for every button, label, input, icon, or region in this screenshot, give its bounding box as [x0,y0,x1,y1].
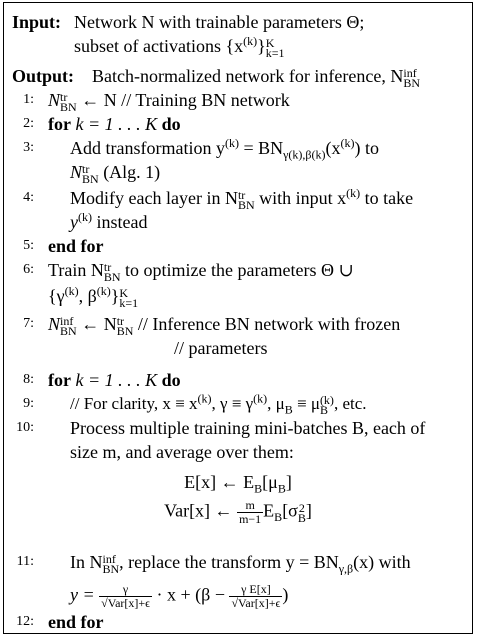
sub: γ(k),β(k) [283,147,326,162]
text: ← N [76,314,117,334]
line-number: 11: [16,554,34,569]
text: (x [325,138,341,158]
text: y = [70,584,100,605]
sup: (k) [319,393,334,408]
sub: B [319,403,328,418]
comment: // parameters [174,338,268,358]
text: to optimize the parameters Θ ∪ [120,260,354,280]
sub: B [277,481,286,496]
input-text: Network N with trainable parameters Θ; [74,12,365,32]
sup: 2 [298,500,305,515]
sub: B [274,510,283,525]
text: , γ ≡ γ [211,394,254,413]
text: instead [92,212,148,232]
output-sub: BN [403,75,421,90]
input-label: Input: [12,12,62,32]
text: ≡ μ [292,394,320,413]
output-sup: inf [403,65,417,80]
line-number: 3: [23,140,34,155]
sub: BN [116,323,134,338]
numerator: γ [99,583,152,597]
keyword: for [48,114,71,134]
text: Modify each layer in N [70,188,238,208]
sub: B [254,481,263,496]
sub: BN [60,323,77,338]
sub: BN [237,197,255,212]
text: size m, and average over them: [70,442,294,462]
keyword: for [48,370,71,390]
line-number: 5: [23,238,34,253]
sub: B [297,510,306,525]
fraction [99,583,152,610]
variance-formula [4,499,472,526]
text: ) [282,584,289,605]
text: [μ [262,472,278,492]
text: Add transformation y [70,138,225,158]
sup: (k) [96,284,111,298]
text: Train N [48,260,104,280]
line-number: 9: [23,396,34,411]
text: , etc. [333,394,367,413]
sub: γ,β [338,561,354,576]
brace: } [257,36,266,56]
text: , β [78,286,97,306]
text: to take [360,188,414,208]
sub: BN [103,269,121,284]
range-bottom: k=1 [265,45,285,60]
expectation-formula [4,471,472,496]
numerator: m [237,499,263,513]
range-top: K [265,35,275,50]
keyword: end for [48,612,104,632]
sub: BN [102,561,120,576]
text: // Inference BN network with frozen [133,314,401,334]
sup: (k) [253,391,268,406]
text: In N [70,552,103,572]
text: k = 1 . . . K [70,370,162,390]
sup: (k) [78,210,92,224]
denominator: √Var[x]+ϵ [231,596,281,610]
algorithm-box [3,2,473,634]
text: E [263,500,275,521]
text: N [70,162,83,182]
text: with input x [254,188,347,208]
text: Var[x] ← [164,500,238,521]
sup: tr [237,187,246,202]
sup: (k) [224,136,239,150]
line-number: 6: [23,262,34,277]
sub: k=1 [119,295,139,310]
text: ) to [354,138,380,158]
sup: tr [60,89,68,104]
line-number: 2: [23,116,34,131]
input-subset: subset of activations {x [74,36,244,56]
text: k = 1 . . . K [70,114,162,134]
fraction [237,499,263,526]
line-number: 7: [23,316,34,331]
output-text: Batch-normalized network for inference, N [92,66,404,86]
sub: BN [82,171,99,186]
sup: (k) [197,391,212,406]
text: , μ [267,394,285,413]
text: , replace the transform y = BN [119,552,339,572]
text: E[x] ← E [184,472,255,492]
text: } [110,286,120,306]
sup: (k) [243,34,258,48]
fraction [229,583,282,610]
sup: inf [102,551,116,566]
text: ← N // Training BN network [76,90,290,110]
sup: (k) [340,136,355,150]
text: ] [305,500,312,521]
text: = BN [238,138,284,158]
text: · x + (β − [152,584,230,605]
text: // For clarity, x ≡ x [70,394,198,413]
numerator: γ E[x] [229,583,282,597]
sup: (k) [64,284,79,298]
line-number: 12: [16,614,34,629]
sup: inf [60,313,74,328]
text: (x) with [353,552,411,572]
text: (Alg. 1) [98,162,161,182]
keyword: do [161,114,181,134]
line-number: 8: [23,372,34,387]
line-number: 4: [23,190,34,205]
output-label: Output: [12,66,75,86]
text: y [70,212,78,232]
sub: B [284,402,293,417]
line-number: 1: [23,92,34,107]
text: N [48,314,61,334]
line-number: 10: [16,420,34,435]
sup: tr [116,313,125,328]
text: ] [285,472,292,492]
denominator: √Var[x]+ϵ [101,596,151,610]
text: Process multiple training mini-batches B, each of [70,418,426,438]
sup: tr [103,259,112,274]
keyword: end for [48,236,104,256]
keyword: do [161,370,181,390]
sub: BN [60,99,77,114]
sup: K [119,285,129,300]
text: N [48,90,61,110]
text: [σ [282,500,298,521]
sup: (k) [346,186,361,200]
text: {γ [48,286,65,306]
sup: tr [82,161,90,176]
denominator: m−1 [239,512,262,526]
